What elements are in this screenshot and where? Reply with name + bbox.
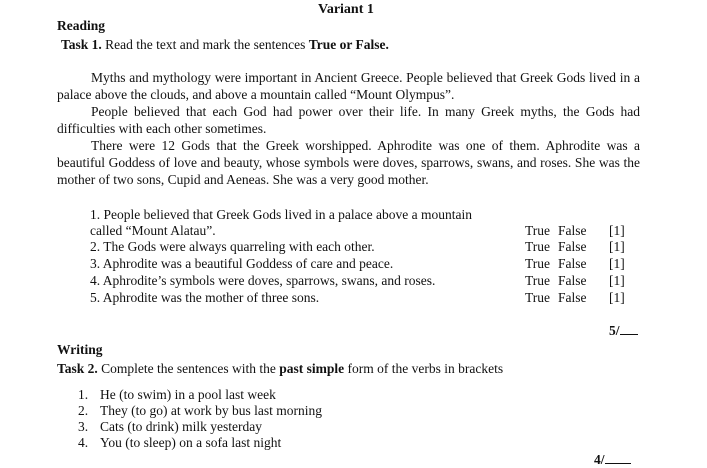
tf-row-4 (525, 272, 625, 289)
statement-4: 4. Aphrodite’s symbols were doves, sparrows, swans, and roses. (90, 273, 436, 288)
tf-row-3 (525, 255, 625, 272)
mark-value: [1] (609, 290, 625, 305)
true-option[interactable]: True (525, 290, 551, 305)
task2-bold: past simple (279, 361, 345, 376)
task1-instruction (61, 36, 389, 53)
statement-1-line-2: called “Mount Alatau”. (90, 223, 216, 238)
reading-score (609, 322, 638, 339)
task2-label: Task 2. (57, 361, 98, 376)
false-option[interactable]: False (558, 256, 587, 271)
writing-item-text: You (to sleep) on a sofa last night (100, 435, 282, 450)
statement-1-line-1: 1. People believed that Greek Gods lived in a palace above a mountain (90, 207, 472, 222)
statement-5: 5. Aphrodite was the mother of three sons. (90, 290, 320, 305)
true-option[interactable]: True (525, 223, 551, 238)
true-option[interactable]: True (525, 273, 551, 288)
reading-score-blank[interactable] (620, 322, 638, 335)
writing-item-text: They (to go) at work by bus last morning (100, 403, 322, 418)
tf-row-5 (525, 289, 625, 306)
writing-item-4 (78, 434, 281, 451)
mark-value: [1] (609, 273, 625, 288)
statement-3: 3. Aphrodite was a beautiful Goddess of care and peace. (90, 256, 394, 271)
writing-item-text: He (to swim) in a pool last week (100, 387, 276, 402)
task1-bold: True or False. (308, 37, 389, 52)
writing-item-number: 3. (78, 419, 89, 434)
task1-label: Task 1. (61, 37, 102, 52)
reading-heading: Reading (57, 18, 106, 33)
false-option[interactable]: False (558, 223, 587, 238)
false-option[interactable]: False (558, 290, 587, 305)
false-option[interactable]: False (558, 239, 587, 254)
variant-title: Variant 1 (318, 2, 374, 17)
reading-paragraph-1: Myths and mythology were important in Ancient Greece. People believed that Greek Gods lived in a palace above the clouds, and above a mountain called “Mount Olympus”. (57, 70, 640, 102)
writing-score-blank[interactable] (605, 451, 631, 464)
reading-paragraph-2: People believed that each God had power over their life. In many Greek myths, the Gods had difficulties with each other sometimes. (57, 104, 640, 136)
false-option[interactable]: False (558, 273, 587, 288)
true-option[interactable]: True (525, 239, 551, 254)
writing-item-number: 4. (78, 435, 89, 450)
tf-row-2 (525, 238, 625, 255)
task1-text: Read the text and mark the sentences (101, 37, 309, 52)
tf-row-1 (525, 222, 625, 239)
writing-item-3 (78, 418, 262, 435)
task2-instruction (57, 360, 503, 377)
statement-2: 2. The Gods were always quarreling with each other. (90, 239, 375, 254)
writing-heading: Writing (57, 342, 103, 357)
reading-paragraph-3: There were 12 Gods that the Greek worshipped. Aphrodite was one of them. Aphrodite was a beautiful Goddess of love and beauty, whose symbols were doves, sparrows, swans, and roses. She was the mother of two sons, Cupid and Aeneas. She was a very good mother. (57, 138, 640, 187)
writing-item-number: 1. (78, 387, 89, 402)
mark-value: [1] (609, 256, 625, 271)
writing-item-2 (78, 402, 322, 419)
writing-item-number: 2. (78, 403, 89, 418)
writing-item-text: Cats (to drink) milk yesterday (100, 419, 262, 434)
mark-value: [1] (609, 223, 625, 238)
task2-text-2: form of the verbs in brackets (344, 361, 504, 376)
writing-item-1 (78, 386, 276, 403)
task2-text: Complete the sentences with the (97, 361, 280, 376)
writing-score (594, 451, 631, 468)
true-option[interactable]: True (525, 256, 551, 271)
reading-score-label: 5/ (609, 323, 620, 338)
mark-value: [1] (609, 239, 625, 254)
writing-score-label: 4/ (594, 452, 605, 467)
